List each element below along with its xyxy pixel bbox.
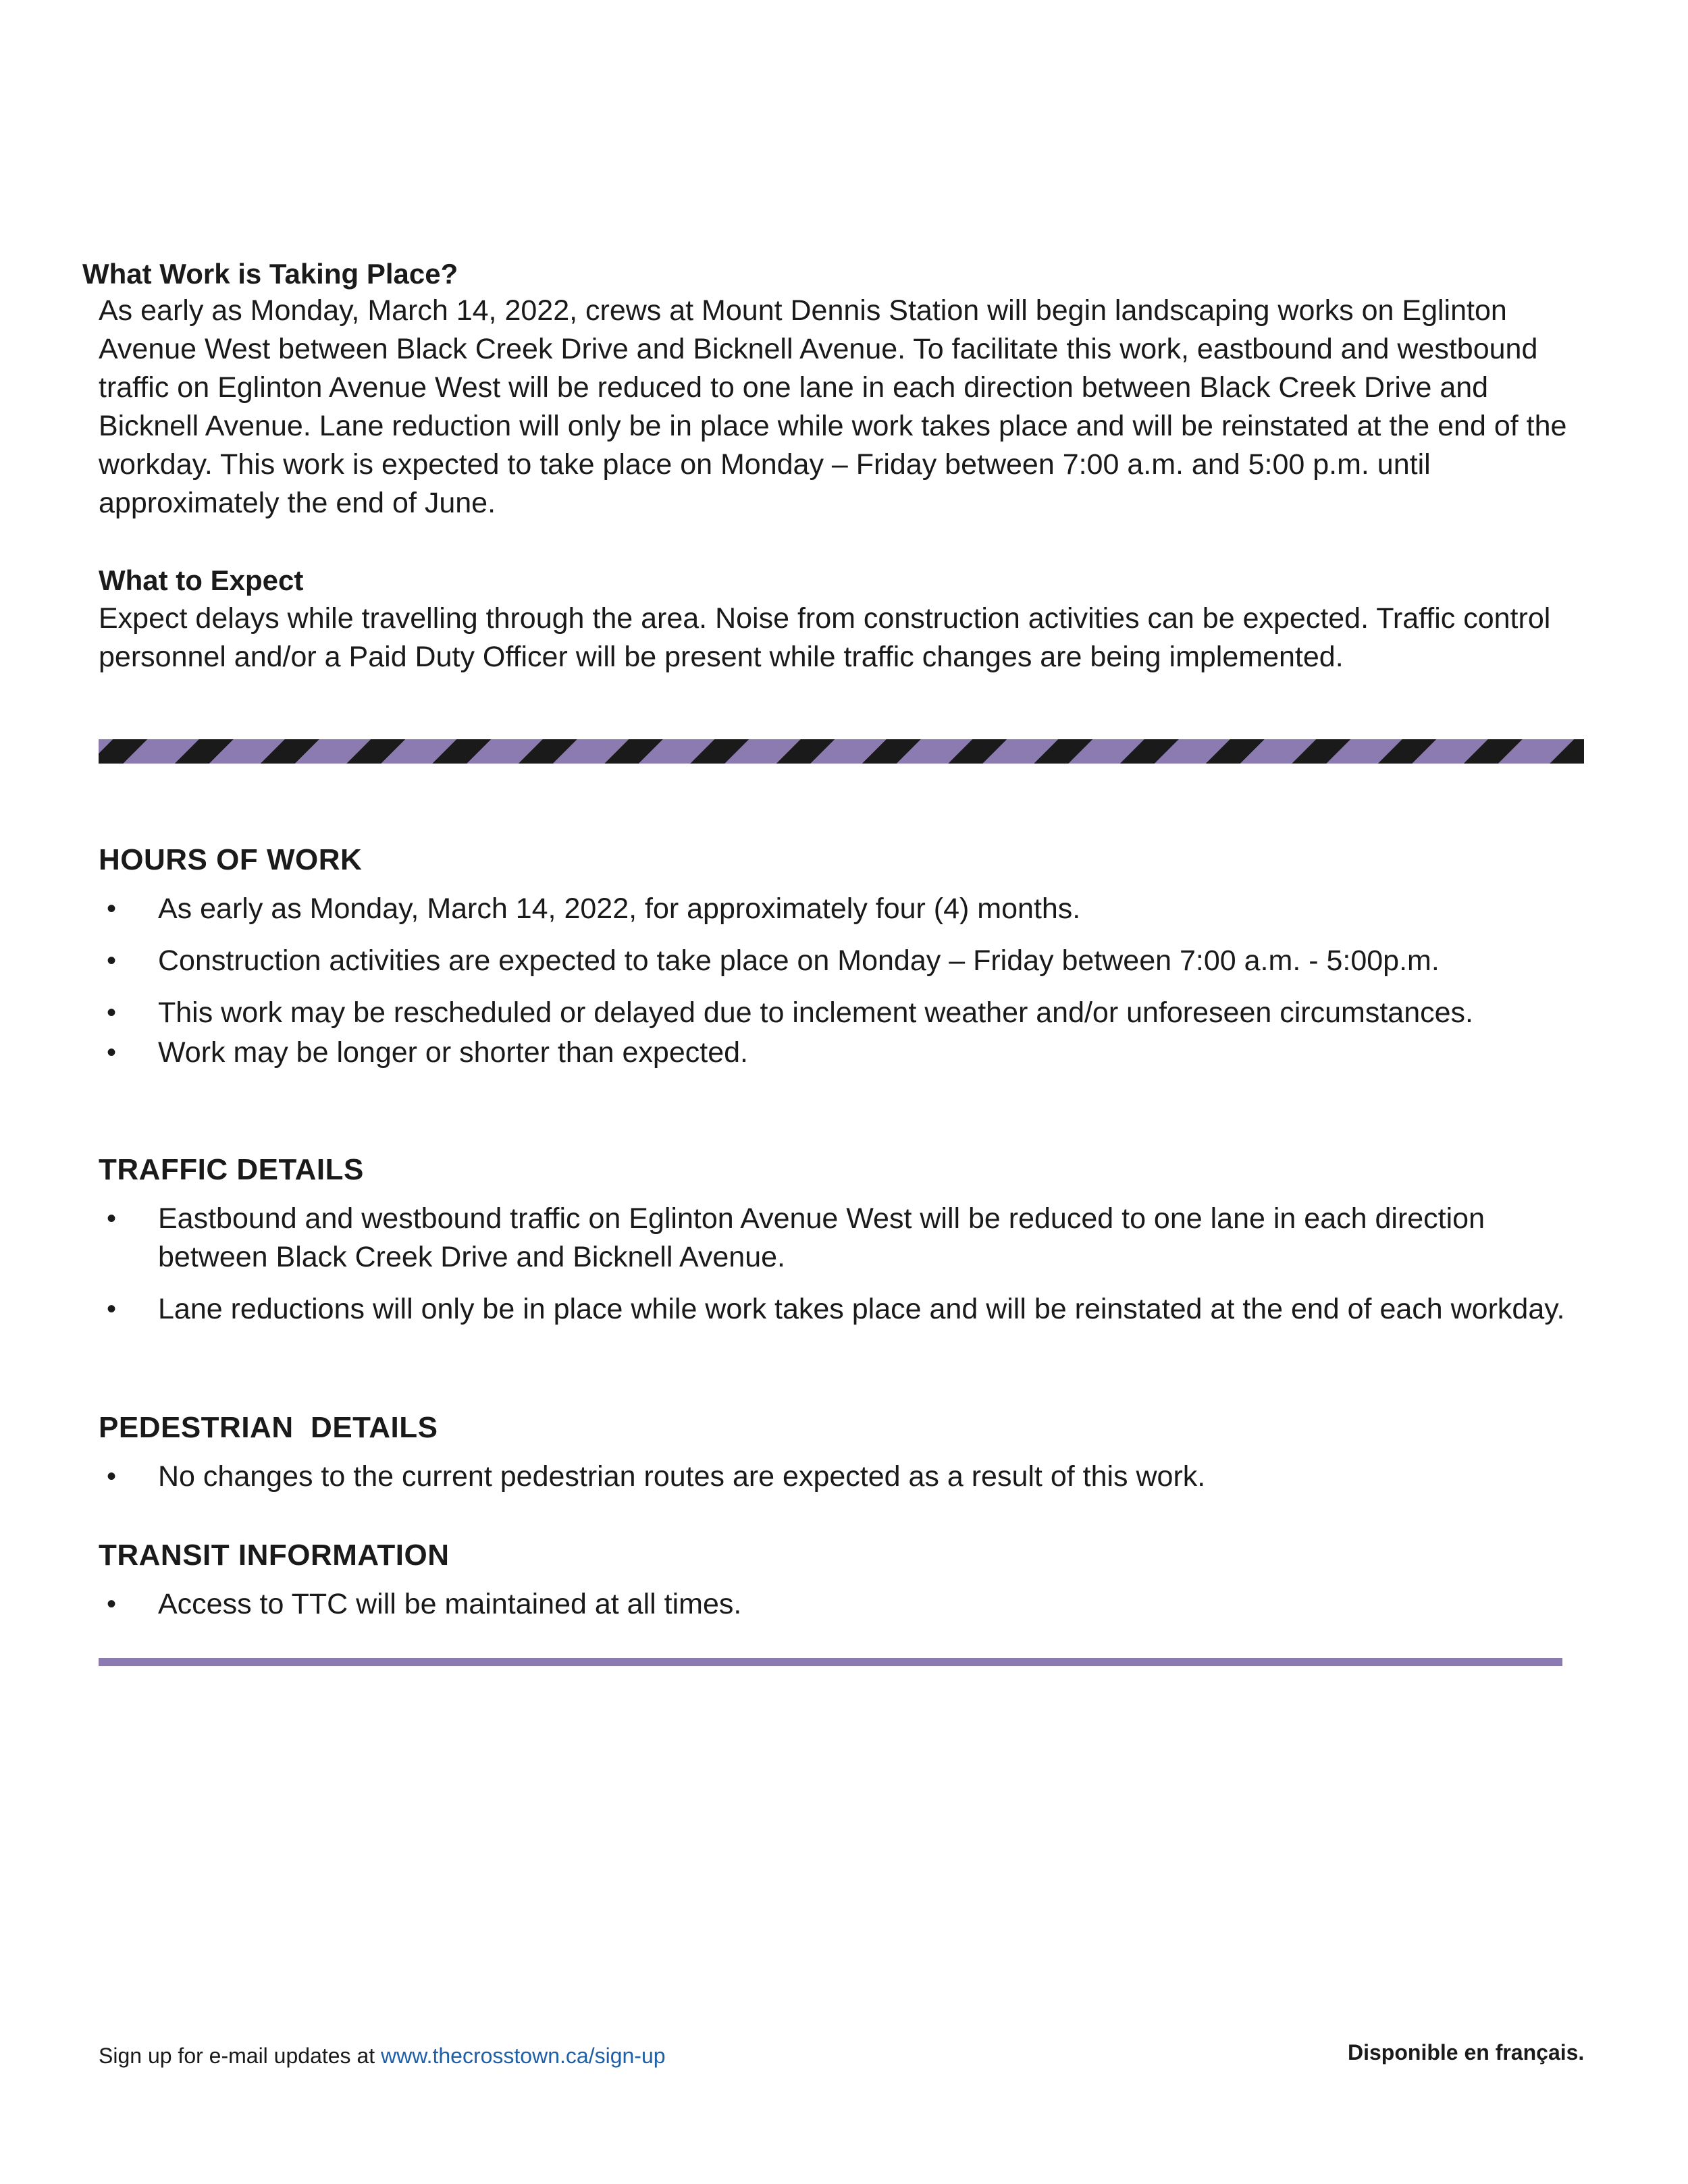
list-item-text: Construction activities are expected to take place on Monday – Friday between 7:00 a.m. - 5:00p.m. <box>158 944 1440 977</box>
french-availability-notice: Disponible en français. <box>1348 2040 1585 2065</box>
bullet-icon: • <box>107 1462 117 1491</box>
bullet-icon: • <box>107 894 117 924</box>
list-item <box>99 1290 1576 1329</box>
purple-divider <box>99 1658 1562 1666</box>
hours-list <box>99 890 1584 1072</box>
list-item <box>99 1034 1576 1072</box>
list-item <box>99 890 1576 928</box>
list-item-text: Work may be longer or shorter than expected. <box>158 1036 748 1069</box>
traffic-details-section <box>99 1150 1584 1342</box>
bullet-icon: • <box>107 946 117 976</box>
bullet-icon: • <box>107 998 117 1028</box>
footer-signup <box>99 2040 666 2069</box>
section-heading: TRANSIT INFORMATION <box>99 1539 450 1572</box>
intro-paragraph: As early as Monday, March 14, 2022, crews at Mount Dennis Station will begin landscaping works on Eglinton Avenue West between Black Creek Drive and Bicknell Avenue. To facilitate this work, eastbound and westbound traffic on Eglinton Avenue West will be reduced to one lane in each direction between Black Creek Drive and Bicknell Avenue. Lane reduction will only be in place while work takes place and will be reinstated at the end of the workday. This work is expected to take place on Monday – Friday between 7:00 a.m. and 5:00 p.m. until approximately the end of June. <box>99 294 1567 519</box>
bullet-icon: • <box>107 1589 117 1619</box>
list-item <box>99 994 1481 1032</box>
list-item-text: Access to TTC will be maintained at all times. <box>158 1588 742 1620</box>
list-item-text: Eastbound and westbound traffic on Eglinton Avenue West will be reduced to one lane in each direction between Black Creek Drive and Bicknell Avenue. <box>158 1202 1485 1273</box>
list-item <box>99 1585 1576 1624</box>
traffic-list <box>99 1200 1584 1329</box>
pedestrian-details-section <box>99 1408 1584 1510</box>
bullet-icon: • <box>107 1294 117 1324</box>
list-item <box>99 1458 1576 1496</box>
section-heading: PEDESTRIAN DETAILS <box>99 1411 438 1444</box>
list-item <box>99 1200 1576 1277</box>
list-item-text: This work may be rescheduled or delayed due to inclement weather and/or unforeseen circumstances. <box>158 996 1473 1029</box>
bullet-icon: • <box>107 1038 117 1067</box>
transit-list <box>99 1585 1584 1624</box>
section-heading: TRAFFIC DETAILS <box>99 1153 364 1186</box>
signup-link[interactable]: www.thecrosstown.ca/sign-up <box>381 2044 666 2068</box>
expect-paragraph: Expect delays while travelling through the area. Noise from construction activities can be expected. Traffic control personnel and/or a Paid Duty Officer will be present while traffic changes are being implemented. <box>99 602 1551 673</box>
transit-information-section <box>99 1535 1584 1637</box>
hazard-stripe-divider <box>99 739 1584 764</box>
intro-heading: What Work is Taking Place? <box>82 258 458 290</box>
bullet-icon: • <box>107 1204 117 1233</box>
section-heading: HOURS OF WORK <box>99 843 363 876</box>
list-item-text: Lane reductions will only be in place while work takes place and will be reinstated at the end of each workday. <box>158 1293 1565 1325</box>
hours-of-work-section <box>99 840 1584 1086</box>
list-item <box>99 942 1576 980</box>
expect-heading: What to Expect <box>99 564 304 596</box>
list-item-text: As early as Monday, March 14, 2022, for approximately four (4) months. <box>158 893 1081 925</box>
list-item-text: No changes to the current pedestrian routes are expected as a result of this work. <box>158 1460 1206 1493</box>
signup-text: Sign up for e-mail updates at <box>99 2044 381 2068</box>
pedestrian-list <box>99 1458 1584 1496</box>
